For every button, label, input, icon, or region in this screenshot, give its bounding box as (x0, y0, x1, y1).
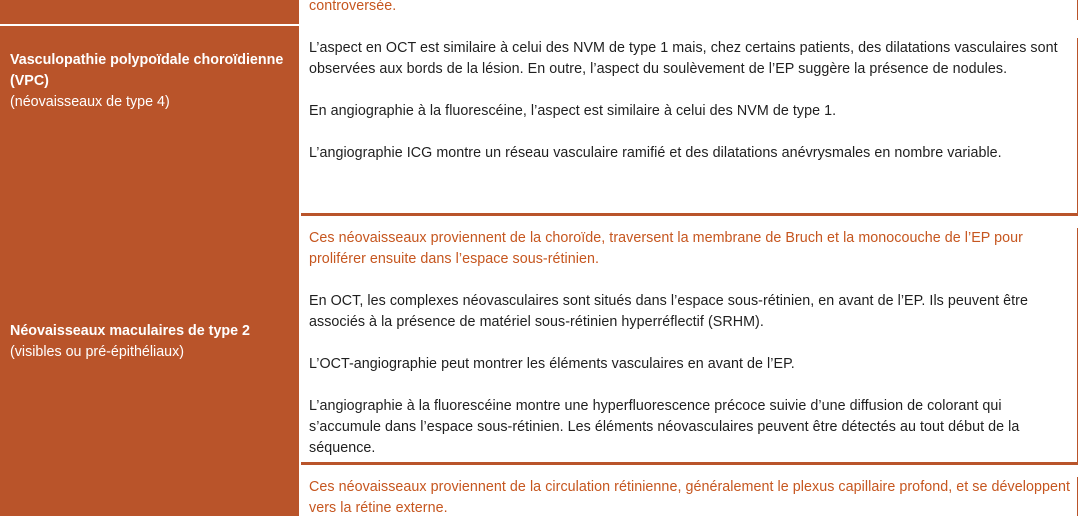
paragraph: En OCT, les complexes néovasculaires sont situés dans l’espace sous-rétinien, en avant de l’EP. Ils peuvent être associés à la présence de matériel sous-rétinien hyperréflectif (SRHM). (309, 293, 1028, 330)
description-cell (301, 0, 1078, 20)
paragraph: L’angiographie à la fluorescéine montre une hyperfluorescence précoce suivie d’une diffusion de colorant qui s’accumule dans l’espace sous-rétinien. Les éléments néovasculaires peuvent être détectés au tout début de la séquence. (309, 398, 1020, 456)
category-title: Néovaisseaux maculaires de type 2 (10, 323, 251, 339)
description-cell (301, 38, 1078, 213)
paragraph: controversée. (309, 0, 397, 14)
paragraph: L’angiographie ICG montre un réseau vasculaire ramifié et des dilatations anévrysmales en nombre variable. (309, 145, 1002, 161)
description-cell (301, 477, 1078, 516)
category-cell (0, 0, 299, 24)
category-cell (0, 26, 299, 213)
paragraph: Ces néovaisseaux proviennent de la choroïde, traversent la membrane de Bruch et la monocouche de l’EP pour proliférer ensuite dans l’espace sous-rétinien. (309, 230, 1023, 267)
category-cell (0, 216, 299, 462)
paragraph: L’aspect en OCT est similaire à celui des NVM de type 1 mais, chez certains patients, des dilatations vasculaires sont observées aux bords de la lésion. En outre, l’aspect du soulèvement de l’EP suggère la présence de nodules. (309, 40, 1058, 77)
paragraph: En angiographie à la fluorescéine, l’aspect est similaire à celui des NVM de type 1. (309, 103, 837, 119)
description-cell (301, 228, 1078, 462)
category-cell (0, 465, 299, 516)
category-title: Vasculopathie polypoïdale choroïdienne (VPC) (10, 52, 284, 89)
category-subtitle: (visibles ou pré-épithéliaux) (10, 344, 185, 360)
paragraph: L’OCT-angiographie peut montrer les éléments vasculaires en avant de l’EP. (309, 356, 795, 372)
category-subtitle: (néovaisseaux de type 4) (10, 94, 170, 110)
paragraph: Ces néovaisseaux proviennent de la circulation rétinienne, généralement le plexus capillaire profond, et se développent vers la rétine externe. (309, 479, 1070, 516)
